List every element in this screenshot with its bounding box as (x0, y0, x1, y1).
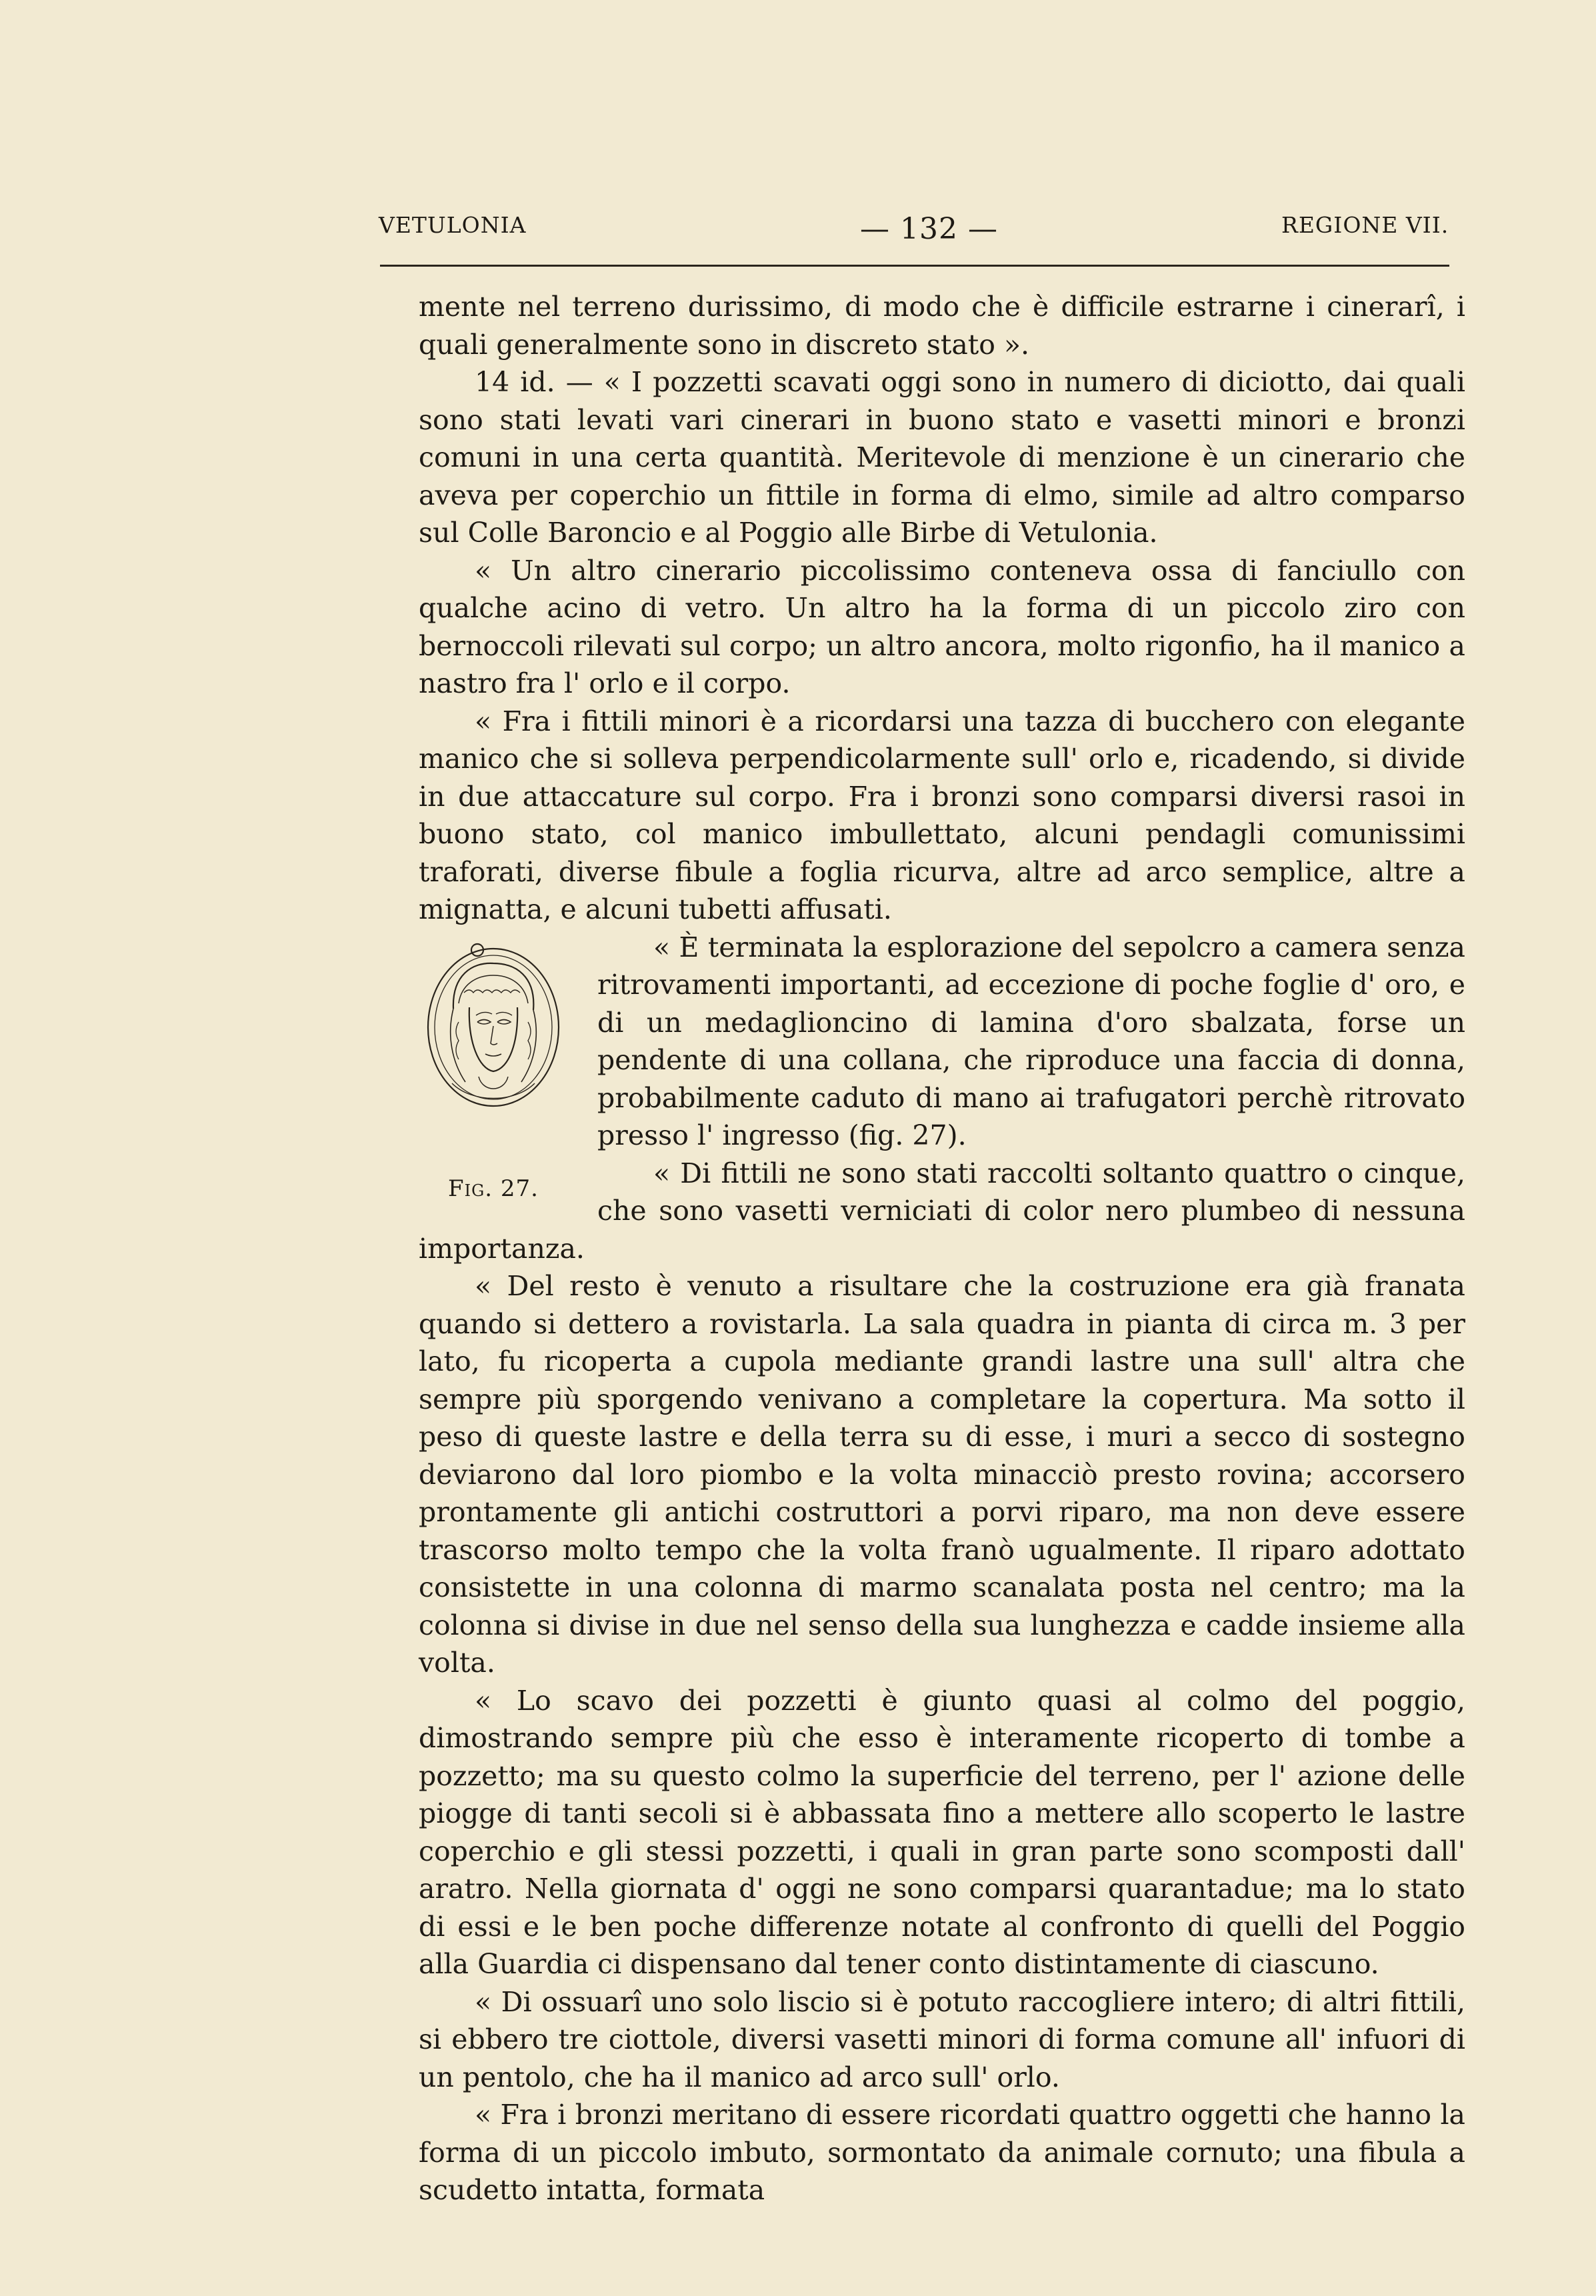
paragraph: mente nel terreno durissimo, di modo che è difficile estrarne i cinerarî, i quali generalmente sono in discreto stato ». (419, 291, 1465, 361)
header-rule (380, 265, 1449, 267)
paragraph: « Un altro cinerario piccolissimo conteneva ossa di fanciullo con qualche acino di vetro. Un altro ha la forma di un piccolo ziro con bernoccoli rilevati sul corpo; un altro ancora, molto rigonfio, ha il manico a nastro fra l' orlo e il corpo. (419, 554, 1465, 699)
paragraph: « È terminata la esplorazione del sepolcro a camera senza ritrovamenti importanti, ad eccezione di poche foglie d' oro, e di un medaglioncino di lamina d'oro sbalzata, forse un pendente di una collana, che riproduce una faccia di donna, probabilmente caduto di mano ai trafugatori perchè ritrovato presso l' ingresso (fig. 27). (597, 931, 1465, 1151)
paragraph: « Fra i bronzi meritano di essere ricordati quattro oggetti che hanno la forma di un piccolo imbuto, sormontato da animale cornuto; una fibula a scudetto intatta, formata (419, 2099, 1465, 2206)
paragraph: « Lo scavo dei pozzetti è giunto quasi al colmo del poggio, dimostrando sempre più che esso è interamente ricoperto di tombe a pozzetto; ma su questo colmo la superficie del terreno, per l' azione delle piogge di tanti secoli si è abbassata fino a mettere allo scoperto le lastre coperchio e gli stessi pozzetti, i quali in gran parte sono scomposti dall' aratro. Nella giornata d' oggi ne sono comparsi quarantadue; ma lo stato di essi e le ben poche differenze notate al confronto di quelli del Poggio alla Guardia ci dispensano dal tener conto distintamente di ciascuno. (419, 1684, 1465, 1980)
figure-caption: Fig. 27. (448, 1175, 539, 1202)
paragraph: « Fra i fittili minori è a ricordarsi una tazza di bucchero con elegante manico che si solleva perpendicolarmente sull' orlo e, ricadendo, si divide in due attaccature sul corpo. Fra i bronzi sono comparsi diversi rasoi in buono stato, col manico imbullettato, alcuni pendagli comunissimi traforati, diverse fibule a foglia ricurva, altre ad arco semplice, altre a mignatta, e alcuni tubetti affusati. (419, 705, 1465, 925)
paragraph: « Di fittili ne sono stati raccolti soltanto quattro o cinque, che sono vasetti verniciati di color nero plumbeo di nessuna importanza. (419, 1157, 1465, 1265)
body-text (419, 288, 1465, 2209)
medallion-face-icon (412, 929, 572, 1129)
paragraph: « Del resto è venuto a risultare che la costruzione era già franata quando si dettero a rovistarla. La sala quadra in pianta di circa m. 3 per lato, fu ricoperta a cupola mediante grandi lastre una sull' altra che sempre più sporgendo venivano a completare la copertura. Ma sotto il peso di queste lastre e della terra su di esse, i muri a secco di sostegno deviarono dal loro piombo e la volta minacciò presto rovina; accorsero prontamente gli antichi costruttori a porvi riparo, ma non deve essere trascorso molto tempo che la volta franò ugualmente. Il riparo adottato consistette in una colonna di marmo scanalata posta nel centro; ma la colonna si divise in due nel senso della sua lunghezza e cadde insieme alla volta. (419, 1270, 1465, 1679)
paragraph: 14 id. — « I pozzetti scavati oggi sono in numero di diciotto, dai quali sono stati levati vari cinerari in buono stato e vasetti minori e bronzi comuni in una certa quantità. Meritevole di menzione è un cinerario che aveva per coperchio un fittile in forma di elmo, simile ad altro comparso sul Colle Baroncio e al Poggio alle Birbe di Vetulonia. (419, 366, 1465, 549)
figure-27 (412, 929, 580, 1213)
running-head-left: VETULONIA (379, 212, 527, 238)
page-number: — 132 — (860, 212, 998, 246)
running-head-right: REGIONE VII. (1281, 212, 1449, 238)
paragraph: « Di ossuarî uno solo liscio si è potuto raccogliere intero; di altri fittili, si ebbero tre ciottole, diversi vasetti minori di forma comune all' infuori di un pentolo, che ha il manico ad arco sull' orlo. (419, 1985, 1465, 2093)
